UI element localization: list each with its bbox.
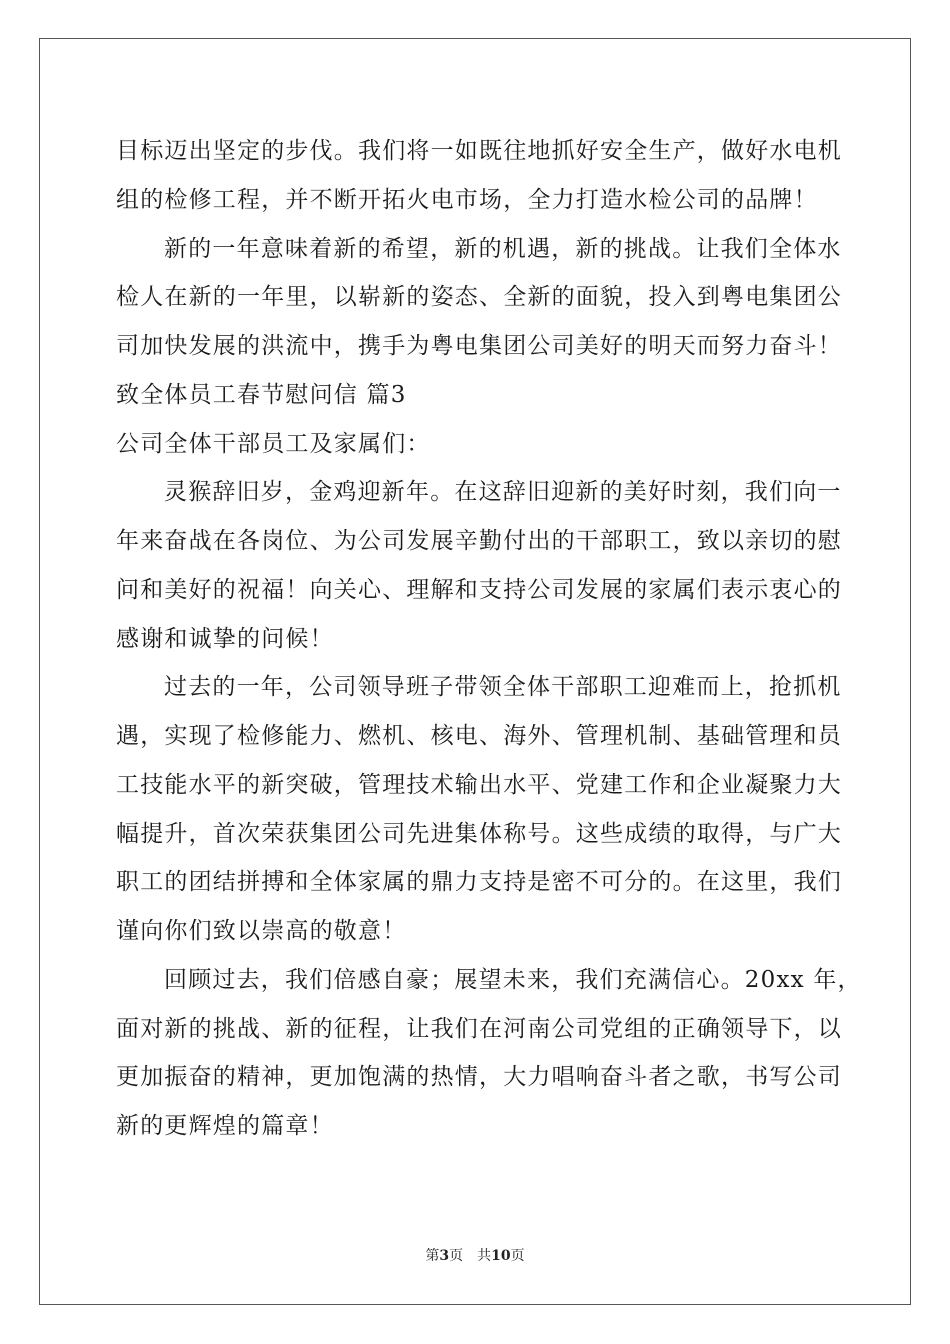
text-line: 幅提升，首次荣获集团公司先进集体称号。这些成绩的取得，与广大 xyxy=(116,820,842,847)
paragraph-start-line: 回顾过去，我们倍感自豪；展望未来，我们充满信心。20xx 年， xyxy=(164,966,862,993)
section-heading: 致全体员工春节慰问信 篇3 xyxy=(116,381,407,408)
text-line: 职工的团结拼搏和全体家属的鼎力支持是密不可分的。在这里，我们 xyxy=(116,869,842,896)
text-line: 遇，实现了检修能力、燃机、核电、海外、管理机制、基础管理和员 xyxy=(116,723,842,749)
current-page-number: 3 xyxy=(439,1248,450,1264)
page-footer xyxy=(0,1246,950,1266)
text-line: 面对新的挑战、新的征程，让我们在河南公司党组的正确领导下，以 xyxy=(116,1015,842,1042)
text-line: 年来奋战在各岗位、为公司发展辛勤付出的干部职工，致以亲切的慰 xyxy=(116,528,842,554)
text-line: 更加振奋的精神，更加饱满的热情，大力唱响奋斗者之歌，书写公司 xyxy=(116,1064,842,1091)
paragraph-start-line: 新的一年意味着新的希望，新的机遇，新的挑战。让我们全体水 xyxy=(164,235,842,262)
page-prefix: 第 xyxy=(425,1248,440,1264)
total-unit: 页 xyxy=(510,1248,525,1264)
salutation: 公司全体干部员工及家属们： xyxy=(116,430,431,457)
page-unit: 页 xyxy=(449,1248,464,1264)
text-line: 司加快发展的洪流中，携手为粤电集团公司美好的明天而努力奋斗！ xyxy=(116,333,842,359)
text-line: 工技能水平的新突破，管理技术输出水平、党建工作和企业凝聚力大 xyxy=(116,771,842,798)
text-line: 谨向你们致以崇高的敬意！ xyxy=(116,918,407,944)
total-prefix: 共 xyxy=(477,1248,492,1264)
text-line: 目标迈出坚定的步伐。我们将一如既往地抓好安全生产，做好水电机 xyxy=(116,138,842,164)
text-line: 感谢和诚挚的问候！ xyxy=(116,625,334,652)
paragraph-start-line: 灵猴辞旧岁，金鸡迎新年。在这辞旧迎新的美好时刻，我们向一 xyxy=(164,479,842,506)
document-body xyxy=(116,127,862,1151)
text-line: 新的更辉煌的篇章！ xyxy=(116,1113,334,1139)
paragraph-start-line: 过去的一年，公司领导班子带领全体干部职工迎难而上，抢抓机 xyxy=(164,674,842,701)
text-line: 问和美好的祝福！向关心、理解和支持公司发展的家属们表示衷心的 xyxy=(116,576,842,603)
text-line: 组的检修工程，并不断开拓火电市场，全力打造水检公司的品牌！ xyxy=(116,186,818,213)
text-line: 检人在新的一年里，以崭新的姿态、全新的面貌，投入到粤电集团公 xyxy=(116,284,842,311)
total-page-number: 10 xyxy=(491,1248,511,1264)
